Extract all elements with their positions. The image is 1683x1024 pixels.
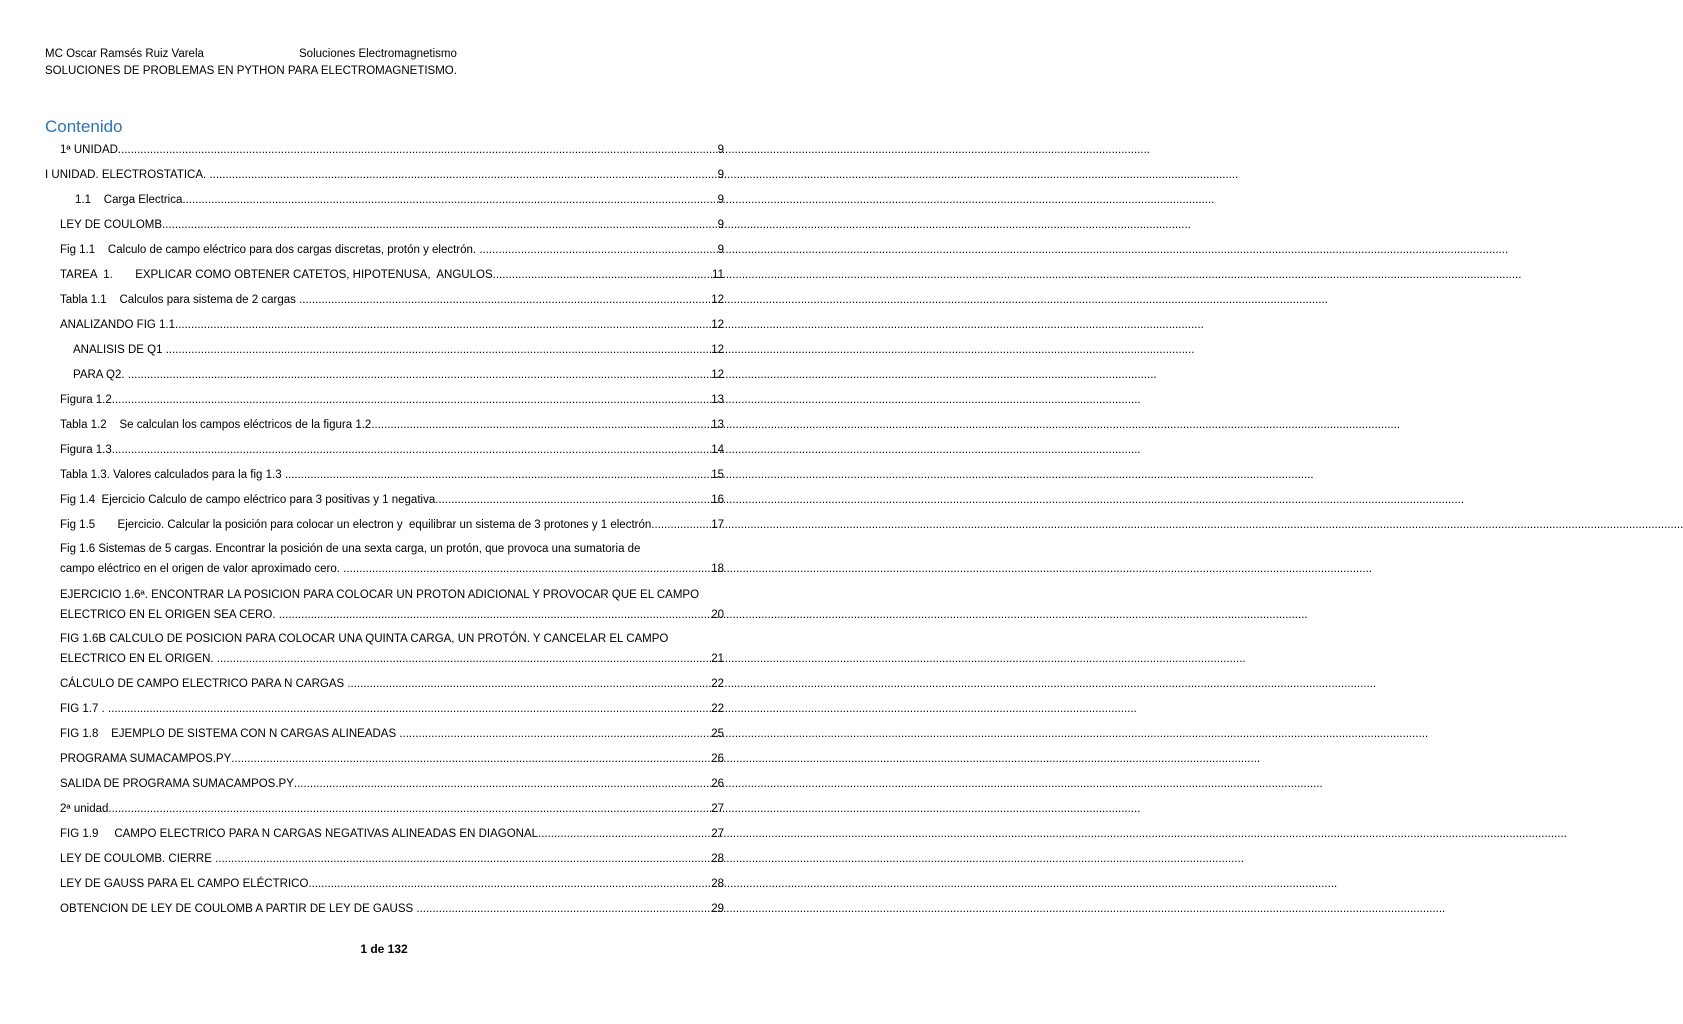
toc-page-number: 26 — [711, 753, 724, 765]
toc-entry-text: TAREA 1. EXPLICAR COMO OBTENER CATETOS, HIPOTENUSA, ANGULOS — [60, 269, 493, 281]
toc-leader-dots — [186, 191, 717, 209]
toc-page-number: 9 — [717, 169, 724, 181]
toc-entry[interactable] — [60, 825, 724, 843]
toc-entry-text: 1.1 Carga Electrica. — [75, 194, 186, 206]
toc-entry-row — [60, 466, 724, 484]
toc-entry-text: Figura 1.2 — [60, 394, 112, 406]
toc-entry-text: Fig 1.4 Ejercicio Calculo de campo eléctrico para 3 positivas y 1 negativa — [60, 494, 436, 506]
toc-entry-row — [60, 316, 724, 334]
toc-entry-row — [60, 825, 724, 843]
toc-page-number: 25 — [711, 728, 724, 740]
toc-entry[interactable] — [73, 366, 724, 384]
toc-leader-dots — [538, 825, 710, 843]
toc-leader-dots — [215, 850, 710, 868]
toc-page-number: 14 — [711, 444, 724, 456]
toc-leader-dots — [343, 560, 710, 578]
toc-leader-dots — [121, 141, 716, 159]
toc-entry-text: ANALISIS DE Q1 — [73, 344, 166, 356]
toc-leader-dots — [108, 700, 710, 718]
toc-leader-dots — [112, 391, 710, 409]
toc-page-number: 22 — [711, 678, 724, 690]
toc-entry-text: ANALIZANDO FIG 1.1 — [60, 319, 176, 331]
toc-entry[interactable] — [60, 800, 724, 818]
toc-leader-dots — [493, 266, 711, 284]
toc-entry-row — [60, 141, 724, 159]
toc-page-number: 27 — [711, 803, 724, 815]
toc-entry-row — [60, 800, 724, 818]
toc-entry-row — [45, 166, 724, 184]
toc-entry[interactable] — [60, 216, 724, 234]
toc-entry[interactable] — [60, 675, 724, 693]
page-header — [45, 46, 725, 80]
toc-page-number: 20 — [711, 609, 724, 621]
toc-page-number: 17 — [711, 519, 724, 531]
toc-entry[interactable] — [60, 585, 724, 624]
toc-entry-row — [60, 266, 724, 284]
toc-page-number: 9 — [717, 219, 724, 231]
toc-leader-dots — [435, 491, 710, 509]
toc-entry[interactable] — [60, 266, 724, 284]
toc-entry[interactable] — [60, 316, 724, 334]
author-name: MC Oscar Ramsés Ruiz Varela — [45, 48, 204, 60]
toc-entry-text: I UNIDAD. ELECTROSTATICA. — [45, 169, 210, 181]
toc-entry[interactable] — [60, 700, 724, 718]
toc-entry-row — [60, 900, 724, 918]
toc-leader-dots — [371, 416, 710, 434]
toc-entry-row — [60, 650, 724, 668]
toc-entry-row — [60, 750, 724, 768]
document-subtitle: SOLUCIONES DE PROBLEMAS EN PYTHON PARA ELECTROMAGNETISMO. — [45, 65, 457, 77]
toc-page-number: 21 — [711, 653, 724, 665]
toc-leader-dots — [294, 775, 710, 793]
toc-leader-dots — [308, 875, 710, 893]
toc-page-number: 18 — [711, 563, 724, 575]
toc-page-number: 9 — [717, 194, 724, 206]
toc-entry-text: SALIDA DE PROGRAMA SUMACAMPOS.PY — [60, 778, 294, 790]
toc-entry-text: PARA Q2. — [73, 369, 128, 381]
toc-entry-text: PROGRAMA SUMACAMPOS.PY — [60, 753, 232, 765]
toc-entry[interactable] — [75, 191, 724, 209]
toc-leader-dots — [217, 650, 710, 668]
toc-page-number: 12 — [711, 344, 724, 356]
toc-entry-row — [60, 516, 724, 534]
toc-leader-dots — [279, 606, 710, 624]
toc-entry-text: Figura 1.3 — [60, 444, 112, 456]
toc-page-number: 9 — [717, 244, 724, 256]
toc-page-number: 15 — [711, 469, 724, 481]
toc-entry[interactable] — [73, 341, 724, 359]
toc-entry-row — [60, 725, 724, 743]
toc-entry[interactable] — [45, 166, 724, 184]
toc-entry-text: Tabla 1.2 Se calculan los campos eléctricos de la figura 1.2 — [60, 419, 372, 431]
toc-entry-text: FIG 1.9 CAMPO ELECTRICO PARA N CARGAS NEGATIVAS ALINEADAS EN DIAGONAL — [60, 828, 539, 840]
toc-page-number: 22 — [711, 703, 724, 715]
toc-entry-text: Fig 1.5 Ejercicio. Calcular la posición para colocar un electron y equilibrar un sistema de 3 protones y 1 electrón. — [60, 519, 655, 531]
toc-leader-dots — [175, 316, 710, 334]
toc-entry-row — [60, 700, 724, 718]
toc-entry-row — [60, 560, 724, 578]
toc-entry[interactable] — [60, 141, 724, 159]
toc-entry[interactable] — [60, 629, 724, 668]
toc-entry[interactable] — [60, 516, 724, 534]
toc-entry-text-line1: FIG 1.6B CALCULO DE POSICION PARA COLOCAR UNA QUINTA CARGA, UN PROTÓN. Y CANCELAR EL CAMPO — [60, 633, 669, 645]
toc-entry[interactable] — [60, 416, 724, 434]
toc-leader-dots — [347, 675, 710, 693]
toc-entry[interactable] — [60, 291, 724, 309]
toc-entry[interactable] — [60, 750, 724, 768]
toc-entry-row — [73, 341, 724, 359]
toc-entry[interactable] — [60, 900, 724, 918]
toc-entry-text: ELECTRICO EN EL ORIGEN. — [60, 653, 217, 665]
header-line — [45, 46, 725, 63]
toc-page-number: 28 — [711, 853, 724, 865]
toc-entry[interactable] — [60, 850, 724, 868]
toc-leader-dots — [166, 341, 711, 359]
toc-leader-dots — [112, 441, 710, 459]
toc-page-number: 29 — [711, 903, 724, 915]
toc-leader-dots — [112, 800, 711, 818]
toc-page-number: 9 — [717, 144, 724, 156]
toc-page-number: 12 — [711, 369, 724, 381]
toc-entry-text: CÁLCULO DE CAMPO ELECTRICO PARA N CARGAS — [60, 678, 348, 690]
toc-entry-text: Tabla 1.1 Calculos para sistema de 2 cargas — [60, 294, 300, 306]
toc-heading: Contenido — [45, 117, 123, 136]
toc-entry[interactable] — [60, 725, 724, 743]
toc-entry-row — [60, 391, 724, 409]
toc-entry-row — [60, 850, 724, 868]
toc-entry-row — [75, 191, 724, 209]
toc-leader-dots — [209, 166, 716, 184]
toc-leader-dots — [231, 750, 710, 768]
toc-entry[interactable] — [60, 491, 724, 509]
toc-page-number: 26 — [711, 778, 724, 790]
toc-entry-row — [60, 491, 724, 509]
toc-entry-text: Tabla 1.3. Valores calculados para la fig 1.3 — [60, 469, 285, 481]
toc-page-number: 27 — [711, 828, 724, 840]
toc-page-number: 12 — [711, 294, 724, 306]
toc-page-number: 12 — [711, 319, 724, 331]
toc-page-number: 13 — [711, 419, 724, 431]
toc-entry-text: OBTENCION DE LEY DE COULOMB A PARTIR DE LEY DE GAUSS — [60, 903, 417, 915]
toc-entry[interactable] — [60, 241, 724, 259]
toc-entry[interactable] — [60, 441, 724, 459]
toc-leader-dots — [285, 466, 710, 484]
toc-entry[interactable] — [60, 466, 724, 484]
toc-entry-text: FIG 1.8 EJEMPLO DE SISTEMA CON N CARGAS ALINEADAS — [60, 728, 400, 740]
toc-leader-dots — [128, 366, 710, 384]
toc-entry[interactable] — [60, 875, 724, 893]
toc-entry-row — [60, 775, 724, 793]
toc-leader-dots — [479, 241, 716, 259]
toc-entry-text: campo eléctrico en el origen de valor aproximado cero. — [60, 563, 344, 575]
toc-entry-text: 2ª unidad. — [60, 803, 112, 815]
toc-entry-text: LEY DE GAUSS PARA EL CAMPO ELÉCTRICO — [60, 878, 309, 890]
document-title: Soluciones Electromagnetismo — [299, 48, 457, 60]
toc-entry-row — [60, 606, 724, 624]
toc-entry-row — [60, 416, 724, 434]
toc-entry-row — [73, 366, 724, 384]
toc-entry[interactable] — [60, 775, 724, 793]
toc-page-number: 28 — [711, 878, 724, 890]
toc-page-number: 13 — [711, 394, 724, 406]
toc-entry-text: LEY DE COULOMB. CIERRE — [60, 853, 216, 865]
toc-entry-text: LEY DE COULOMB — [60, 219, 163, 231]
toc-entry[interactable] — [60, 539, 724, 578]
toc-entry-text: ELECTRICO EN EL ORIGEN SEA CERO. — [60, 609, 279, 621]
toc-entry-row — [60, 216, 724, 234]
toc-entry-text-line1: Fig 1.6 Sistemas de 5 cargas. Encontrar la posición de una sexta carga, un protón, que provoca una sumatoria de — [60, 543, 641, 555]
toc-leader-dots — [299, 291, 710, 309]
toc-entry-text: FIG 1.7 . — [60, 703, 108, 715]
toc-leader-dots — [654, 516, 710, 534]
toc-leader-dots — [416, 900, 710, 918]
toc-entry[interactable] — [60, 391, 724, 409]
toc-leader-dots — [162, 216, 717, 234]
toc-entry-row — [60, 441, 724, 459]
toc-entry-row — [60, 291, 724, 309]
toc-entry-text: 1ª UNIDAD. — [60, 144, 122, 156]
toc-entry-row — [60, 875, 724, 893]
toc-page-number: 16 — [711, 494, 724, 506]
toc-leader-dots — [399, 725, 710, 743]
page-indicator: 1 de 132 — [360, 942, 408, 956]
toc-entry-row — [60, 675, 724, 693]
toc-entry-text-line1: EJERCICIO 1.6ª. ENCONTRAR LA POSICION PARA COLOCAR UN PROTON ADICIONAL Y PROVOCAR QUE EL CAMPO — [60, 589, 700, 601]
toc-entry-row — [60, 241, 724, 259]
toc-page-number: 11 — [712, 269, 724, 281]
toc-entry-text: Fig 1.1 Calculo de campo eléctrico para dos cargas discretas, protón y electrón. — [60, 244, 480, 256]
